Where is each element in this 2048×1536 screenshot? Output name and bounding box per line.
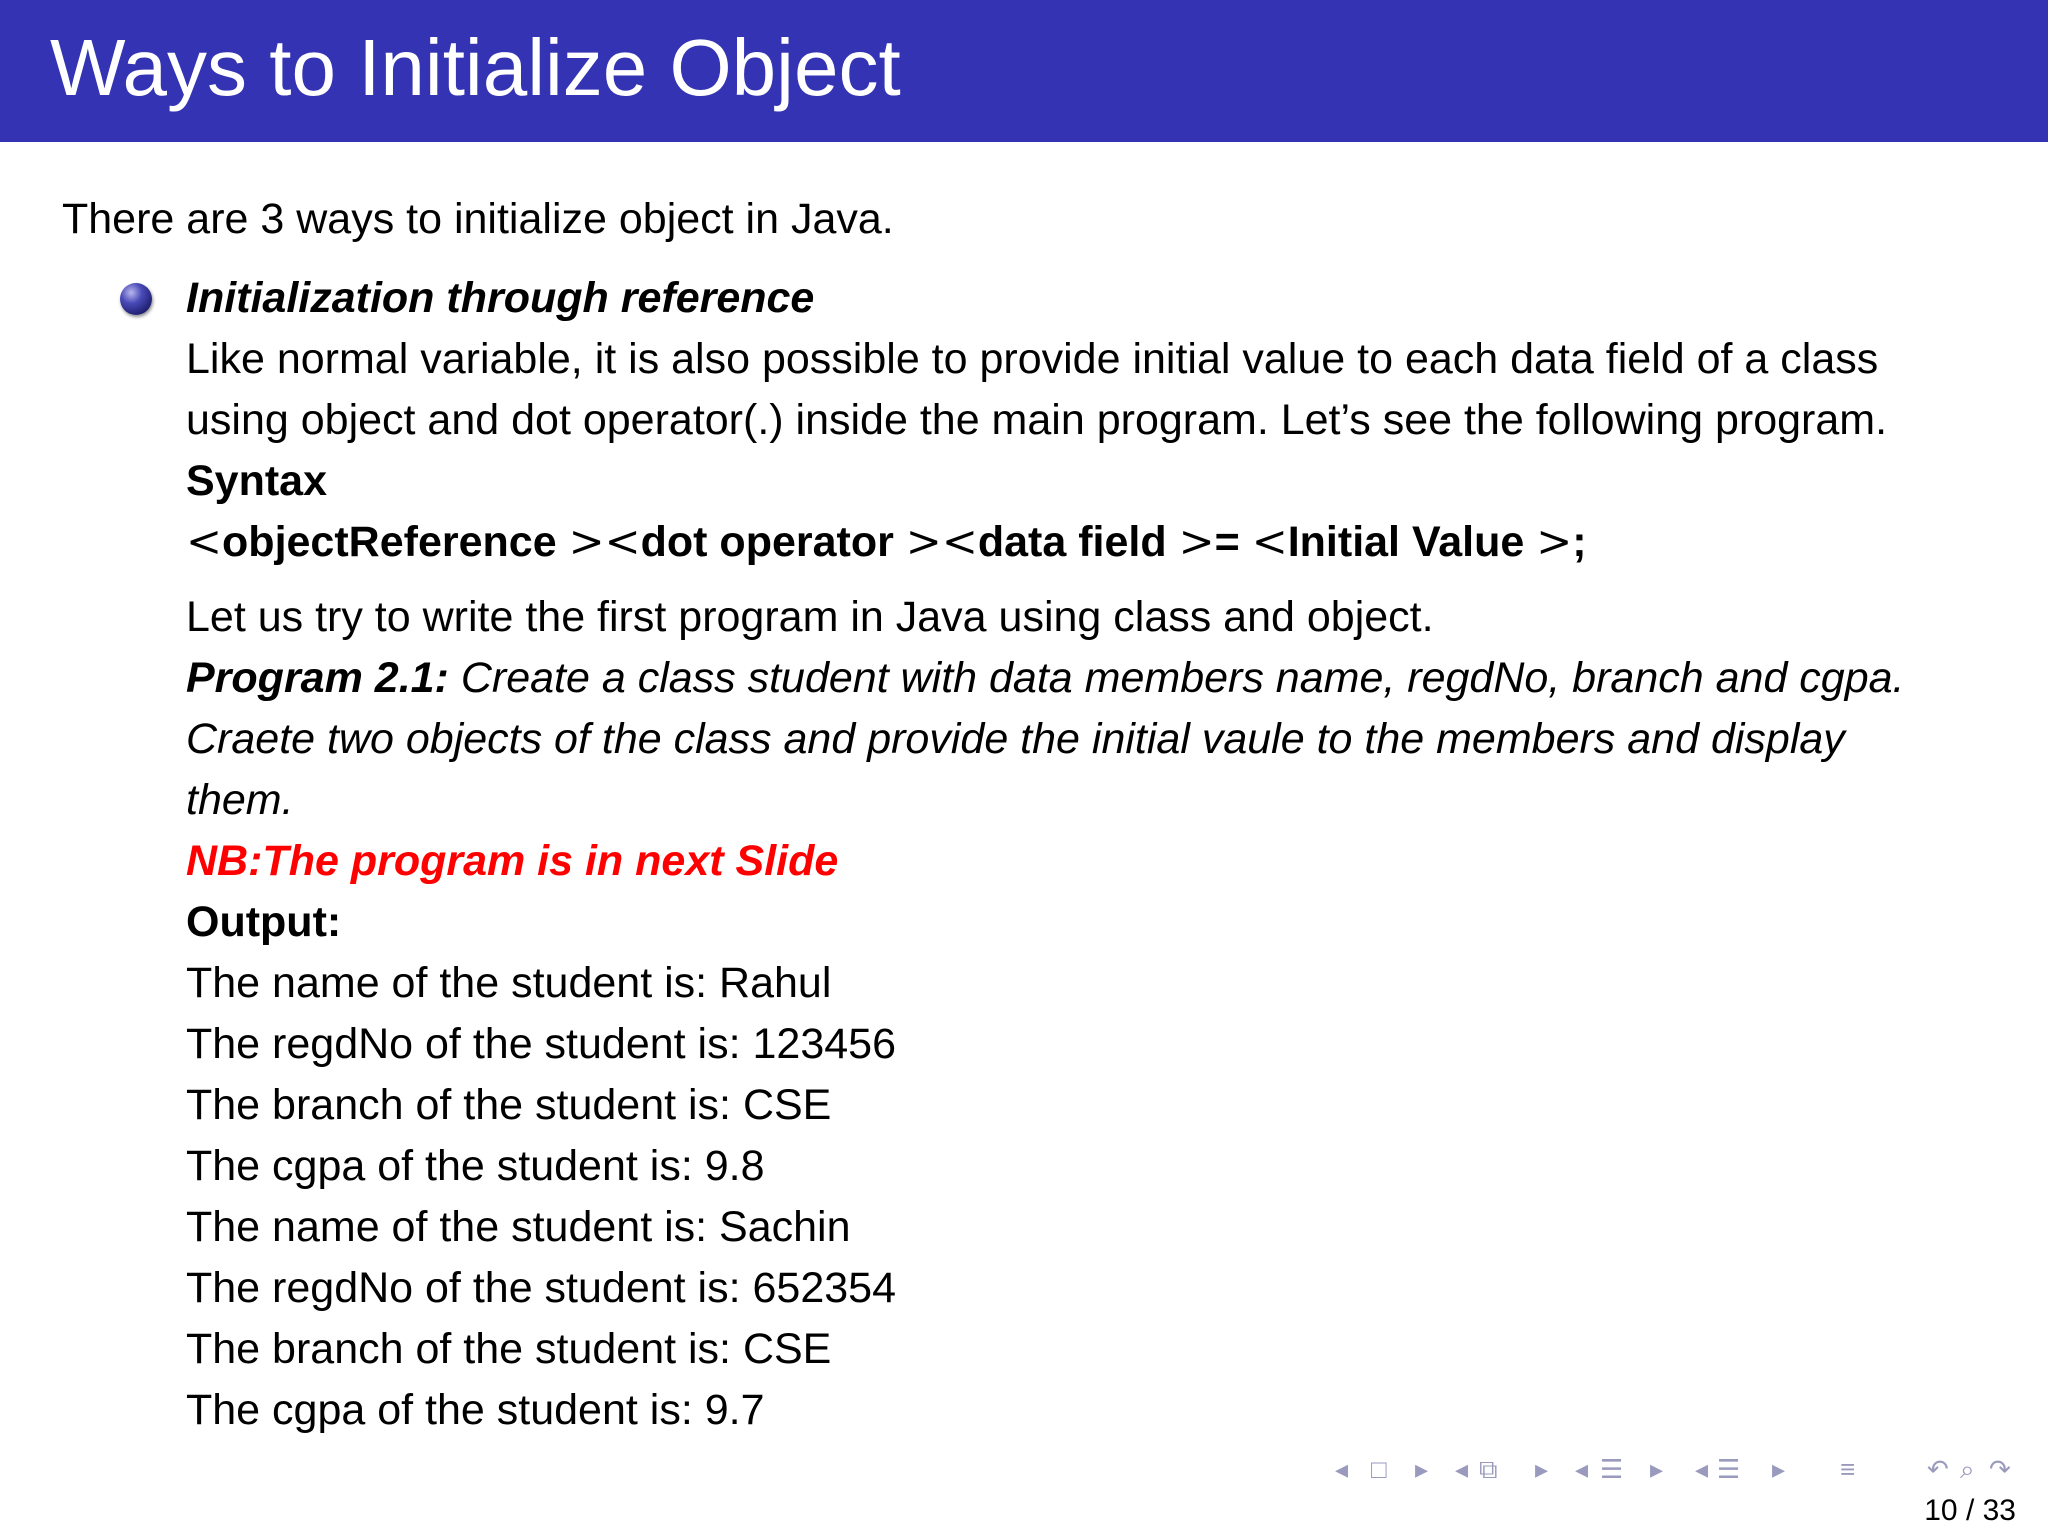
output-line: The regdNo of the student is: 652354 <box>186 1264 896 1312</box>
syntax-equals: = <box>1214 518 1240 566</box>
search-icon[interactable]: ⌕ <box>1960 1454 1975 1484</box>
syntax-gt: > <box>905 517 942 567</box>
paragraph-line: Like normal variable, it is also possible to provide initial value to each data field of a class <box>186 335 1879 383</box>
output-line: The cgpa of the student is: 9.7 <box>186 1386 765 1434</box>
nav-prev-arrow-icon[interactable]: ◂ <box>1575 1454 1589 1484</box>
beamer-navigation <box>1330 1452 2030 1486</box>
bullet-ball-icon <box>120 283 152 315</box>
title-bar <box>0 0 2048 142</box>
syntax-lt: < <box>1251 517 1288 567</box>
page-number: 10 / 33 <box>1924 1494 2016 1527</box>
bullet-content <box>186 268 2021 1441</box>
bullet-heading: Initialization through reference <box>186 274 815 322</box>
program-desc: Create a class student with data members name, regdNo, branch and cgpa. <box>448 654 1905 702</box>
syntax-gt: > <box>1536 517 1573 567</box>
slide-title: Ways to Initialize Object <box>50 23 901 112</box>
syntax-gt: > <box>1178 517 1215 567</box>
program-desc: them. <box>186 776 294 824</box>
nav-next-arrow-icon[interactable]: ▸ <box>1772 1454 1786 1484</box>
frame-icon[interactable]: □ <box>1371 1454 1387 1484</box>
nav-prev-arrow-icon[interactable]: ◂ <box>1455 1454 1469 1484</box>
syntax-label: Syntax <box>186 457 328 505</box>
syntax-object-reference: objectReference <box>222 518 557 566</box>
syntax-lt: < <box>186 517 223 567</box>
paragraph-line: using object and dot operator(.) inside the main program. Let’s see the following program. <box>186 396 1888 444</box>
output-line: The cgpa of the student is: 9.8 <box>186 1142 765 1190</box>
section-list-icon[interactable]: ☰ <box>1717 1454 1741 1484</box>
syntax-gt: > <box>568 517 605 567</box>
output-line: The name of the student is: Sachin <box>186 1203 851 1251</box>
list-icon[interactable]: ≡ <box>1840 1454 1856 1484</box>
note-text: NB:The program is in next Slide <box>186 837 839 885</box>
syntax-line <box>186 512 2021 573</box>
output-line: The name of the student is: Rahul <box>186 959 832 1007</box>
try-line: Let us try to write the first program in Java using class and object. <box>186 593 1434 641</box>
syntax-initial-value: Initial Value <box>1287 518 1525 566</box>
syntax-lt: < <box>604 517 641 567</box>
intro-text: There are 3 ways to initialize object in Java. <box>62 195 894 243</box>
spacer <box>186 573 2021 587</box>
syntax-lt: < <box>941 517 978 567</box>
redo-icon[interactable]: ↷ <box>1989 1454 2011 1484</box>
syntax-data-field: data field <box>977 518 1167 566</box>
nav-prev-arrow-icon[interactable]: ◂ <box>1695 1454 1709 1484</box>
program-label: Program 2.1: <box>186 654 449 702</box>
nav-next-arrow-icon[interactable]: ▸ <box>1415 1454 1429 1484</box>
syntax-semicolon: ; <box>1572 518 1587 566</box>
nav-next-arrow-icon[interactable]: ▸ <box>1535 1454 1549 1484</box>
output-line: The branch of the student is: CSE <box>186 1325 832 1373</box>
undo-icon[interactable]: ↶ <box>1927 1454 1949 1484</box>
nav-prev-arrow-icon[interactable]: ◂ <box>1335 1454 1349 1484</box>
output-line: The regdNo of the student is: 123456 <box>186 1020 896 1068</box>
output-line: The branch of the student is: CSE <box>186 1081 832 1129</box>
program-desc: Craete two objects of the class and provide the initial vaule to the members and display <box>186 715 1845 763</box>
nav-next-arrow-icon[interactable]: ▸ <box>1650 1454 1664 1484</box>
syntax-dot-operator: dot operator <box>640 518 894 566</box>
output-label: Output: <box>186 898 342 946</box>
section-icon[interactable]: ☰ <box>1600 1454 1624 1484</box>
program-line <box>186 648 2021 709</box>
subsection-icon[interactable]: ⧉ <box>1479 1454 1498 1484</box>
